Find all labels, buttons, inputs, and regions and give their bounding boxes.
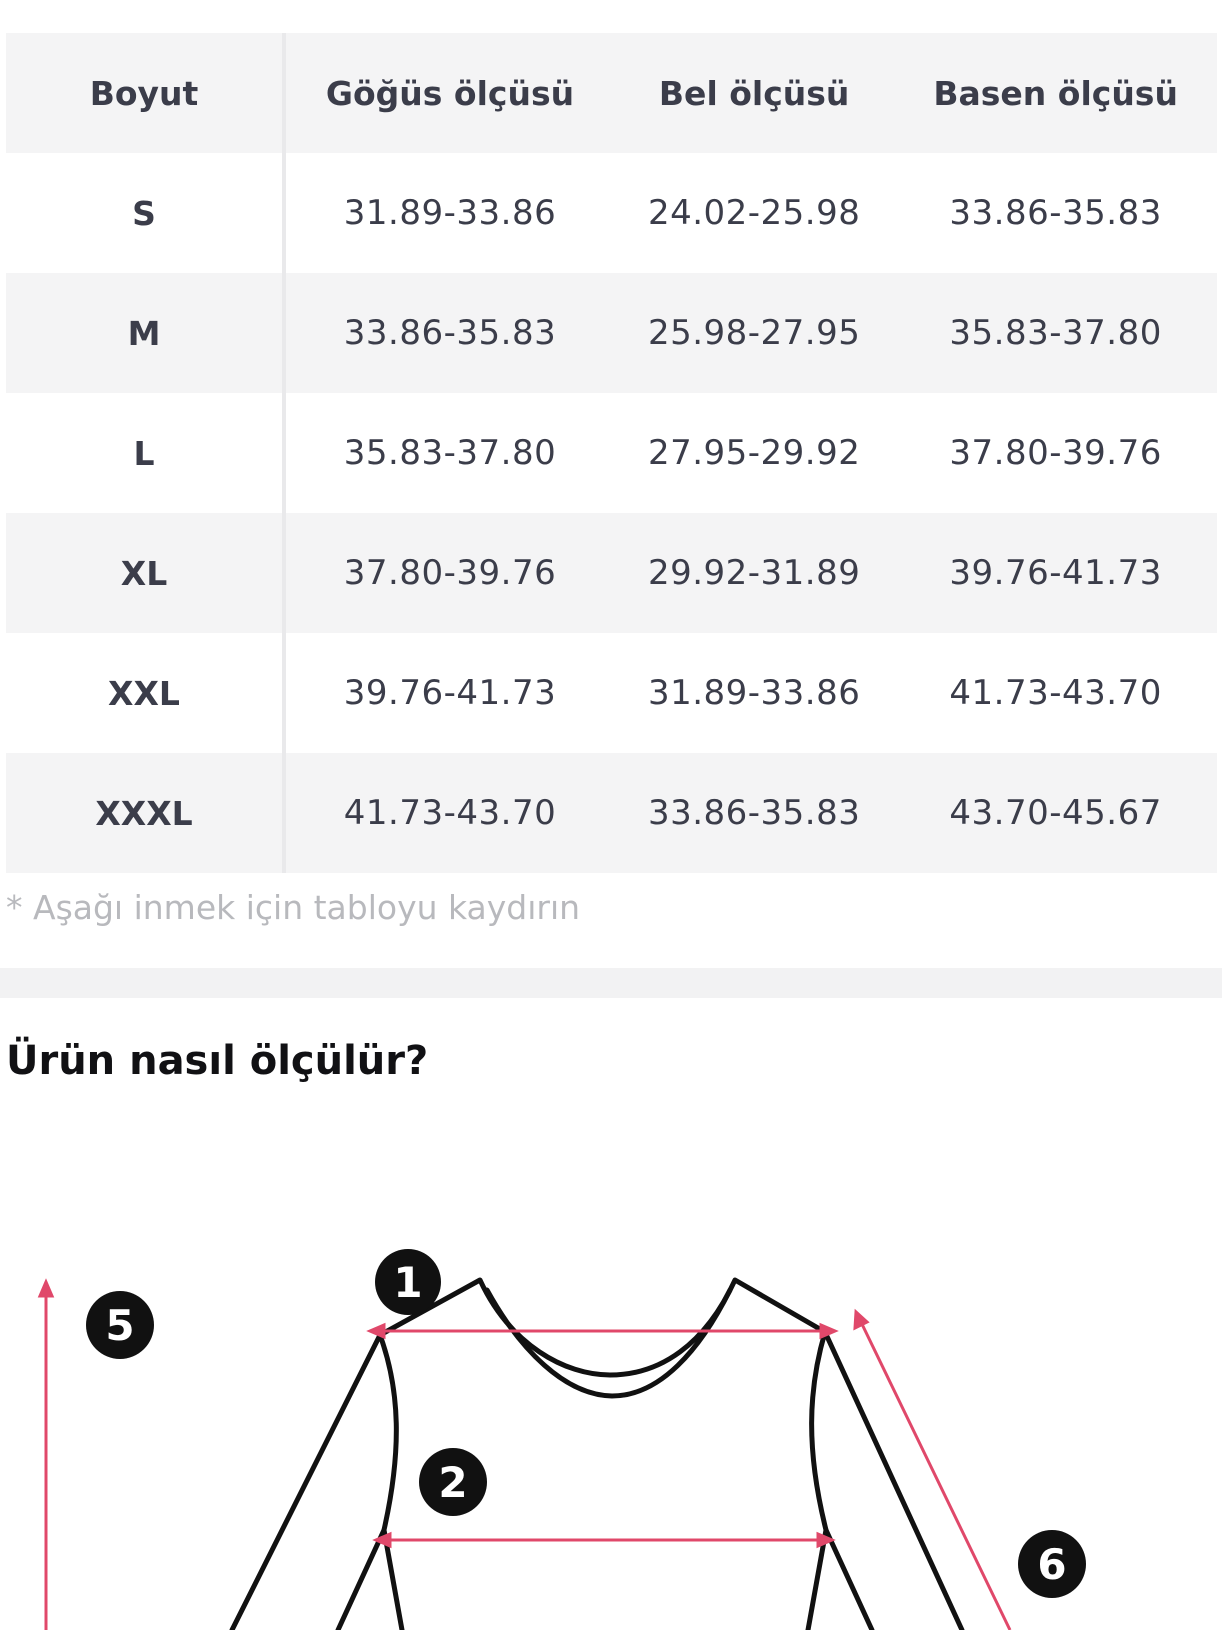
hip-cell: 33.86-35.83 [949,193,1162,233]
table-row [6,153,1217,273]
svg-text:1: 1 [393,1258,423,1307]
waist-cell: 27.95-29.92 [647,433,861,473]
table-row [6,753,1217,873]
svg-text:5: 5 [105,1301,135,1350]
table-row [6,633,1217,753]
size-cell: XL [6,513,284,633]
size-cell: XXXL [6,753,284,873]
waist-cell: 24.02-25.98 [647,193,861,233]
hip-cell: 43.70-45.67 [894,753,1217,873]
badge-1 [375,1249,441,1315]
size-cell: XXL [6,633,284,753]
size-cell: L [6,393,284,513]
table-row [6,513,1217,633]
scroll-hint: * Aşağı inmek için tabloyu kaydırın [6,888,581,927]
badge-6 [1018,1530,1086,1598]
badge-2 [419,1448,487,1516]
measure-lines [40,1282,1010,1630]
waist-cell: 33.86-35.83 [614,753,894,873]
section-title: Ürün nasıl ölçülür? [6,1038,429,1084]
waist-cell: 29.92-31.89 [614,513,894,633]
table-row [6,393,1217,513]
chest-cell: 35.83-37.80 [343,433,557,473]
chest-cell: 41.73-43.70 [284,753,614,873]
header-hip: Basen ölçüsü [894,33,1217,153]
hip-cell: 41.73-43.70 [949,673,1162,713]
measurement-diagram [0,1150,1222,1630]
header-waist: Bel ölçüsü [614,33,894,153]
hip-cell: 37.80-39.76 [949,433,1162,473]
waist-cell: 31.89-33.86 [647,673,861,713]
hip-cell: 39.76-41.73 [894,513,1217,633]
size-chart-table[interactable] [6,33,1217,873]
table-row [6,273,1217,393]
badge-5 [86,1291,154,1359]
section-divider [0,968,1222,998]
chest-cell: 37.80-39.76 [284,513,614,633]
hip-cell: 35.83-37.80 [894,273,1217,393]
size-cell: S [6,153,284,273]
header-size: Boyut [6,33,284,153]
chest-cell: 39.76-41.73 [343,673,557,713]
chest-cell: 31.89-33.86 [343,193,557,233]
svg-text:6: 6 [1037,1540,1067,1589]
table-header-row [6,33,1217,153]
header-chest: Göğüs ölçüsü [284,33,614,153]
size-cell: M [6,273,284,393]
svg-text:2: 2 [438,1458,468,1507]
waist-cell: 25.98-27.95 [614,273,894,393]
chest-cell: 33.86-35.83 [284,273,614,393]
